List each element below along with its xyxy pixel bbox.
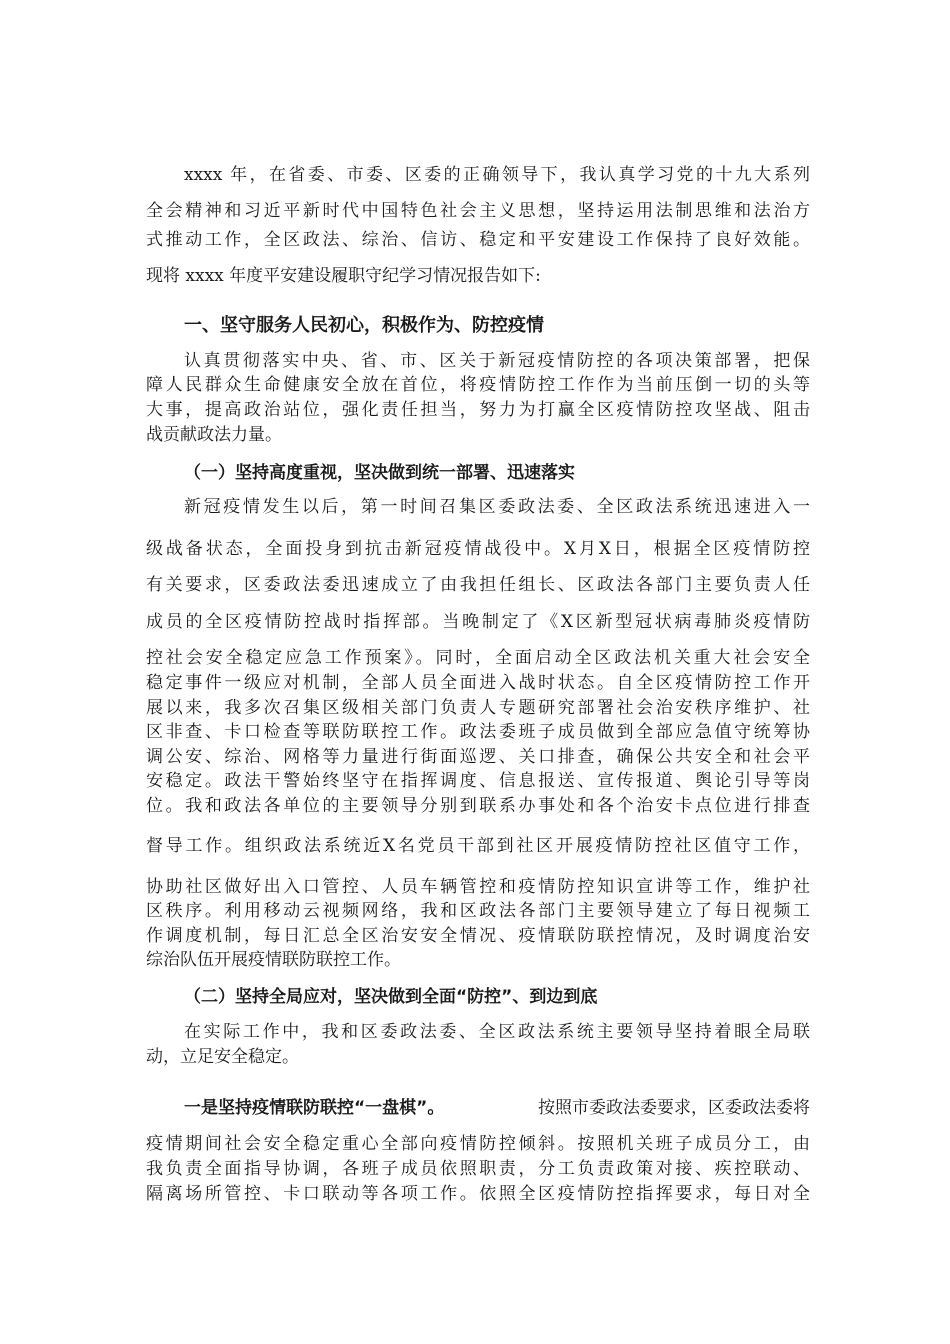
para5-line-3: 我负责全面指导协调，各班子成员依照职责，分工负责政策对接、疾控联动、 <box>146 1159 810 1179</box>
para3-line-7: 展以来，我多次召集区级相关部门负责人专题研究部署社会治安秩序维护、社 <box>146 698 810 718</box>
para3-line-8: 区非查、卡口检查等联防联控工作。政法委班子成员做到全部应急值守统筹协 <box>146 722 810 742</box>
para3-line-16: 综治队伍开展疫情联防联控工作。 <box>146 950 401 970</box>
intro-line-4: 现将 xxxx 年度平安建设履职守纪学习情况报告如下: <box>146 266 541 286</box>
intro-line-2: 全会精神和习近平新时代中国特色社会主义思想，坚持运用法制思维和法治方 <box>146 201 810 221</box>
para5-line-1 <box>184 1096 810 1120</box>
para3-line-2: 级战备状态，全面投身到抗击新冠疫情战役中。X月X日，根据全区疫情防控 <box>146 539 810 559</box>
section-heading-1: 一、坚守服务人民初心，积极作为、防控疫情 <box>184 315 544 336</box>
para2-line-4: 战贡献政法力量。 <box>146 425 282 445</box>
para3-line-1: 新冠疫情发生以后，第一时间召集区委政法委、全区政法系统迅速进入一 <box>184 497 810 517</box>
para3-line-10: 安稳定。政法干警始终坚守在指挥调度、信息报送、宣传报道、舆论引导等岗 <box>146 771 810 791</box>
para2-line-2: 障人民群众生命健康安全放在首位，将疫情防控工作作为当前压倒一切的头等 <box>146 375 810 395</box>
para2-line-1: 认真贯彻落实中央、省、市、区关于新冠疫情防控的各项决策部署，把保 <box>184 351 810 371</box>
para3-line-3: 有关要求，区委政法委迅速成立了由我担任组长、区政法各部门主要负责人任 <box>146 575 810 595</box>
para5-lead: 一是坚持疫情联防联控“一盘棋”。 <box>184 1098 445 1118</box>
para3-line-14: 区秩序。利用移动云视频网络，我和区政法各部门主要领导建立了每日视频工 <box>146 901 810 921</box>
para4-line-1: 在实际工作中，我和区委政法委、全区政法系统主要领导坚持着眼全局联 <box>184 1022 810 1042</box>
para3-line-5: 控社会安全稳定应急工作预案》。同时，全面启动全区政法机关重大社会安全 <box>146 648 810 668</box>
para3-line-15: 作调度机制，每日汇总全区治安安全情况、疫情联防联控情况，及时调度治安 <box>146 926 810 946</box>
intro-line-3: 式推动工作，全区政法、综治、信访、稳定和平安建设工作保持了良好效能。 <box>146 230 810 250</box>
para2-line-3: 大事，提高政治站位，强化责任担当，努力为打赢全区疫情防控攻坚战、阻击 <box>146 400 810 420</box>
para4-line-2: 动，立足安全稳定。 <box>146 1047 299 1067</box>
para5-line-4: 隔离场所管控、卡口联动等各项工作。依照全区疫情防控指挥要求，每日对全 <box>146 1184 810 1204</box>
para3-line-9: 调公安、综治、网格等力量进行街面巡逻、关口排查，确保公共安全和社会平 <box>146 747 810 767</box>
subsection-heading-2: （二）坚持全局应对，坚决做到全面“防控”、到边到底 <box>184 987 598 1007</box>
para3-line-4: 成员的全区疫情防控战时指挥部。当晚制定了《X区新型冠状病毒肺炎疫情防 <box>146 612 810 632</box>
para3-line-6: 稳定事件一级应对机制，全部人员全面进入战时状态。自全区疫情防控工作开 <box>146 673 810 693</box>
para5-line-1-rest: 按照市委政法委要求，区委政法委将 <box>538 1098 810 1118</box>
para3-line-12: 督导工作。组织政法系统近X名党员干部到社区开展疫情防控社区值守工作， <box>146 836 810 856</box>
subsection-heading-1: （一）坚持高度重视，坚决做到统一部署、迅速落实 <box>184 463 575 483</box>
para3-line-13: 协助社区做好出入口管控、人员车辆管控和疫情防控知识宣讲等工作，维护社 <box>146 877 810 897</box>
intro-line-1: xxxx 年，在省委、市委、区委的正确领导下，我认真学习党的十九大系列 <box>184 165 810 185</box>
para3-line-11: 位。我和政法各单位的主要领导分别到联系办事处和各个治安卡点位进行排查 <box>146 796 810 816</box>
para5-line-2: 疫情期间社会安全稳定重心全部向疫情防控倾斜。按照机关班子成员分工，由 <box>146 1134 810 1154</box>
